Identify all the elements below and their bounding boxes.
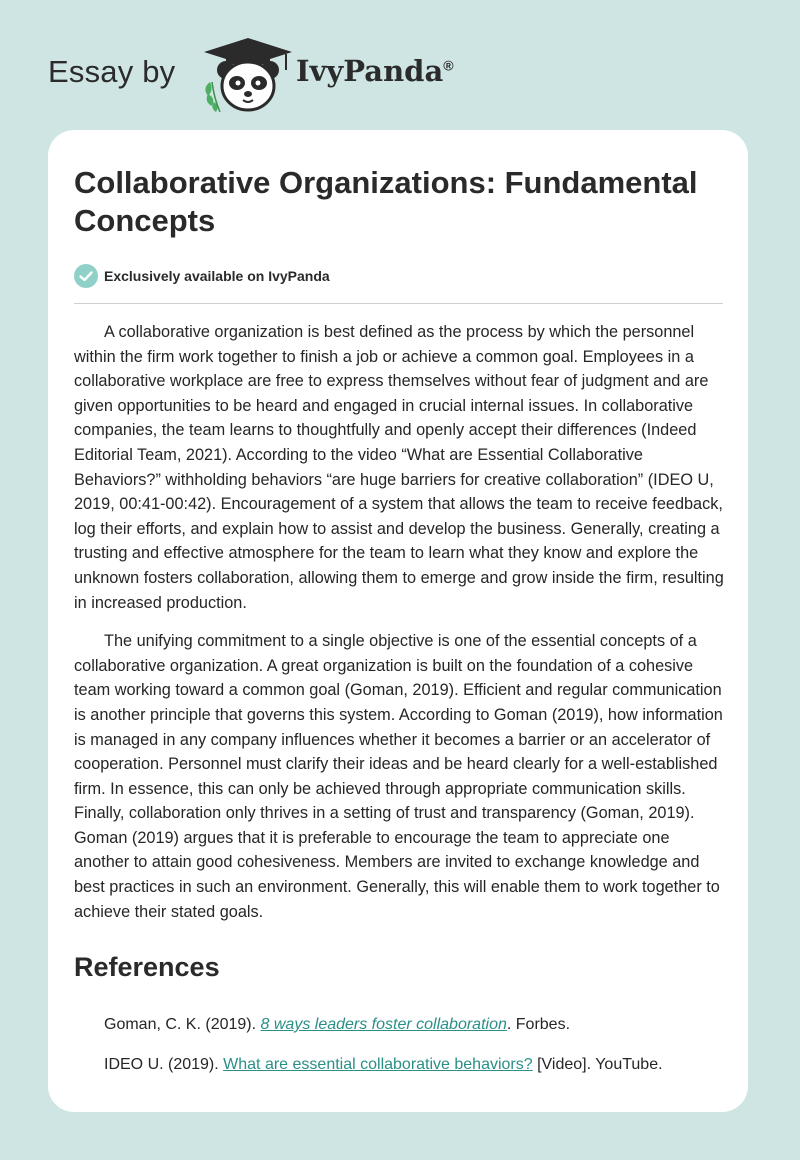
references-list xyxy=(104,1014,724,1094)
site-header xyxy=(48,34,508,114)
paragraph-1: A collaborative organization is best defined as the process by which the personnel within the firm work together to finish a job or achieve a common goal. Employees in a collaborative workplace are free to express themselves without fear of judgment and are given opportunities to be heard and engaged in crucial internal issues. In collaborative companies, the team learns to thoughtfully and openly accept their differences (Indeed Editorial Team, 2021). According to the video “What are Essential Collaborative Behaviors?” withholding behaviors “are huge barriers for creative collaboration” (IDEO U, 2019, 00:41-00:42). Encouragement of a system that allows the team to receive feedback, log their efforts, and explain how to assist and develop the business. Generally, creating a trusting and effective atmosphere for the team to learn what they know and explore the unknown fosters collaboration, allowing them to emerge and grow inside the firm, resulting in increased production. xyxy=(74,323,724,612)
exclusive-label: Exclusively available on IvyPanda xyxy=(104,268,330,284)
references-heading: References xyxy=(74,952,220,982)
essay-by-label: Essay by xyxy=(48,54,176,89)
reference-link-goman[interactable]: 8 ways leaders foster collaboration xyxy=(260,1016,507,1033)
brand-name[interactable]: IvyPanda® xyxy=(296,54,454,88)
essay-body xyxy=(74,320,724,938)
essay-title: Collaborative Organizations: Fundamental Concepts xyxy=(74,165,698,238)
reference-item: Goman, C. K. (2019). 8 ways leaders foster collaboration. Forbes. xyxy=(104,1016,571,1033)
paragraph-2: The unifying commitment to a single objective is one of the essential concepts of a collaborative organization. A great organization is built on the foundation of a cohesive team working toward a common goal (Goman, 2019). Efficient and regular communication is another principle that governs this system. According to Goman (2019), how information is managed in any company influences whether it becomes a barrier or an accelerator of cooperation. Personnel must clarify their ideas and be heard clearly for a well-established firm. In essence, this can only be achieved through appropriate communication skills. Finally, collaboration only thrives in a setting of trust and transparency (Goman, 2019). Goman (2019) argues that it is preferable to encourage the team to appreciate one another to attain good cohesiveness. Members are invited to exchange knowledge and best practices in such an environment. Generally, this will enable them to work together to achieve their stated goals. xyxy=(74,632,723,921)
registered-mark: ® xyxy=(443,57,454,74)
reference-item: IDEO U. (2019). What are essential collaborative behaviors? [Video]. YouTube. xyxy=(104,1056,663,1073)
essay-card xyxy=(48,130,748,1112)
reference-link-ideo[interactable]: What are essential collaborative behaviors? xyxy=(223,1056,533,1073)
divider xyxy=(74,303,723,304)
panda-graduate-icon[interactable] xyxy=(200,36,296,114)
check-circle-icon xyxy=(74,264,98,288)
exclusive-badge xyxy=(74,264,330,288)
